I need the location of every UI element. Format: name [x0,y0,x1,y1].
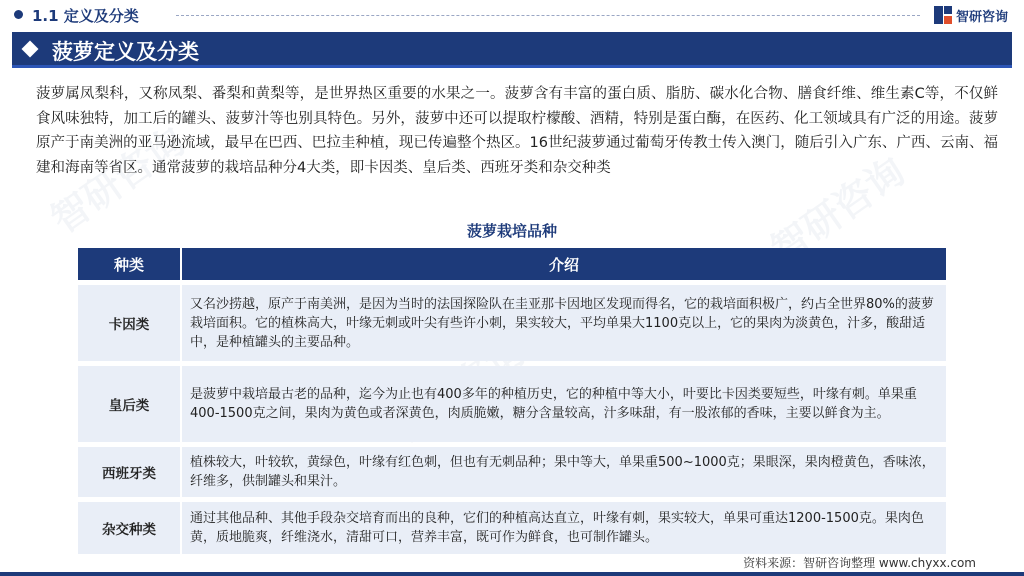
bullet-icon [14,10,23,19]
title-banner [12,32,1012,68]
section-heading: 1.1 定义及分类 [32,7,139,25]
table-row [78,502,946,554]
table-row [78,447,946,497]
row-type: 西班牙类 [78,447,182,497]
intro-paragraph: 菠萝属凤梨科，又称凤梨、番梨和黄梨等，是世界热区重要的水果之一。菠萝含有丰富的蛋白质、脂肪、碳水化合物、膳食纤维、维生素C等，不仅鲜食风味独特，加工后的罐头、菠萝汁等也别具特色。另外，菠萝中还可以提取柠檬酸、酒精，特别是蛋白酶，在医药、化工领域具有广泛的用途。菠萝原产于南美洲的亚马逊流域，最早在巴西、巴拉圭种植，现已传遍整个热区。16世纪菠萝通过葡萄牙传教士传入澳门，随后引入广东、广西、云南、福建和海南等省区。通常菠萝的栽培品种分4大类，即卡因类、皇后类、西班牙类和杂交种类 [36,86,998,176]
row-desc: 是菠萝中栽培最古老的品种，迄今为止也有400多年的种植历史，它的种植中等大小，叶要比卡因类要短些，叶缘有刺。单果重400-1500克之间，果肉为黄色或者深黄色，肉质脆嫩，糖分含量较高，汁多味甜，有一股浓郁的香味，主要以鲜食为主。 [190,387,917,421]
table-header [78,248,946,280]
header-type: 种类 [78,248,182,280]
top-bar [0,0,1024,30]
brand-name: 智研咨询 [955,9,1008,25]
row-type: 杂交种类 [78,502,182,554]
table-title: 菠萝栽培品种 [466,222,557,240]
row-desc: 又名沙捞越，原产于南美洲，是因为当时的法国探险队在圭亚那卡因地区发现而得名，它的栽培面积极广，约占全世界80%的菠萝栽培面积。它的植株高大，叶缘无刺或叶尖有些许小刺，果实较大，平均单果大1100克以上，它的果肉为淡黄色，汁多，酸甜适中，是种植罐头的主要品种。 [190,296,934,350]
divider [176,15,920,16]
footer-bar [0,572,1024,576]
table-row [78,285,946,361]
brand [934,5,1008,25]
diamond-icon [22,41,39,58]
watermark: 智研咨询 [43,118,193,242]
page-title: 菠萝定义及分类 [52,40,199,64]
table-row [78,366,946,442]
row-desc: 植株较大，叶较软，黄绿色，叶缘有红色刺，但也有无刺品种；果中等大，单果重500~1000克；果眼深，果肉橙黄色，香味浓，纤维多，供制罐头和果汁。 [190,455,935,489]
watermark: 智研咨询 [763,148,913,272]
header-desc: 介绍 [182,248,946,280]
brand-logo-icon [934,6,952,24]
source-note: 资料来源：智研咨询整理 www.chyxx.com [743,556,976,570]
varieties-table [78,248,946,554]
row-type: 卡因类 [78,285,182,361]
row-type: 皇后类 [78,366,182,442]
row-desc: 通过其他品种、其他手段杂交培育而出的良种，它们的种植高达直立，叶缘有刺，果实较大，单果可重达1200-1500克。果肉色黄，质地脆爽，纤维浇水，清甜可口，营养丰富，既可作为鲜食，也可制作罐头。 [190,511,924,545]
